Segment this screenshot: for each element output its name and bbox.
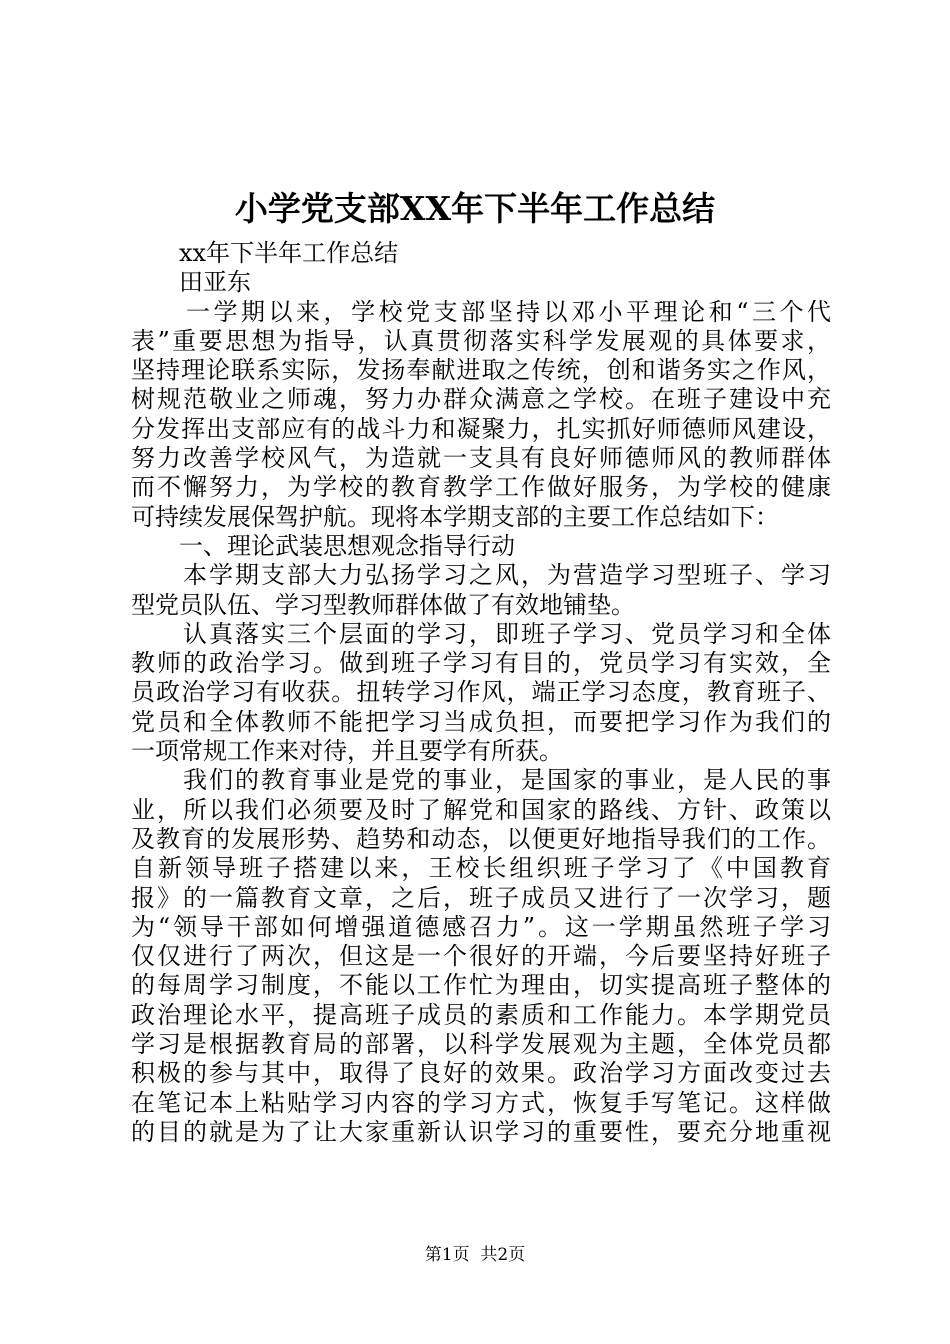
body-line: 可持续发展保驾护航。现将本学期支部的主要工作总结如下：: [131, 502, 779, 531]
body-line: 田亚东: [131, 268, 251, 297]
body-line: 党员和全体教师不能把学习当成负担，而要把学习作为我们的: [131, 707, 831, 736]
document-body: [131, 239, 831, 1147]
body-line: 报》的一篇教育文章，之后，班子成员又进行了一次学习，题: [131, 883, 831, 912]
page-number-footer: 第1页 共2页: [424, 1245, 526, 1265]
body-line: 树规范敬业之师魂，努力办群众满意之学校。在班子建设中充: [131, 385, 831, 414]
body-line: 在笔记本上粘贴学习内容的学习方式，恢复手写笔记。这样做: [131, 1088, 831, 1117]
body-line: 我们的教育事业是党的事业，是国家的事业，是人民的事: [131, 766, 831, 795]
body-line: 自新领导班子搭建以来，王校长组织班子学习了《中国教育: [131, 854, 831, 883]
body-line: 及教育的发展形势、趋势和动态，以便更好地指导我们的工作。: [131, 824, 831, 853]
body-line: 政治理论水平，提高班子成员的素质和工作能力。本学期党员: [131, 1000, 831, 1029]
body-line: 而不懈努力，为学校的教育教学工作做好服务，为学校的健康: [131, 473, 831, 502]
body-line: 员政治学习有收获。扭转学习作风，端正学习态度，教育班子、: [131, 678, 831, 707]
body-line: 一、理论武装思想观念指导行动: [131, 531, 515, 560]
body-line: 分发挥出支部应有的战斗力和凝聚力，扎实抓好师德师风建设，: [131, 414, 831, 443]
body-line: 的目的就是为了让大家重新认识学习的重要性，要充分地重视: [131, 1117, 831, 1146]
body-line: 一学期以来，学校党支部坚持以邓小平理论和“三个代: [131, 297, 831, 326]
body-line: 的每周学习制度，不能以工作忙为理由，切实提高班子整体的: [131, 971, 831, 1000]
body-line: 本学期支部大力弘扬学习之风，为营造学习型班子、学习: [131, 561, 831, 590]
body-line: xx年下半年工作总结: [131, 239, 399, 267]
body-line: 教师的政治学习。做到班子学习有目的，党员学习有实效，全: [131, 649, 831, 678]
body-line: 表”重要思想为指导，认真贯彻落实科学发展观的具体要求，: [131, 326, 831, 355]
body-line: 学习是根据教育局的部署，以科学发展观为主题，全体党员都: [131, 1030, 831, 1059]
body-line: 积极的参与其中，取得了良好的效果。政治学习方面改变过去: [131, 1059, 831, 1088]
body-line: 努力改善学校风气，为造就一支具有良好师德师风的教师群体: [131, 444, 831, 473]
body-line: 为“领导干部如何增强道德感召力”。这一学期虽然班子学习: [131, 912, 831, 941]
body-line: 业，所以我们必须要及时了解党和国家的路线、方针、政策以: [131, 795, 831, 824]
body-line: 坚持理论联系实际，发扬奉献进取之传统，创和谐务实之作风，: [131, 356, 831, 385]
body-line: 仅仅进行了两次，但这是一个很好的开端，今后要坚持好班子: [131, 942, 831, 971]
body-line: 型党员队伍、学习型教师群体做了有效地铺垫。: [131, 590, 635, 619]
body-line: 认真落实三个层面的学习，即班子学习、党员学习和全体: [131, 619, 831, 648]
body-line: 一项常规工作来对待，并且要学有所获。: [131, 737, 563, 766]
document-title: 小学党支部XX年下半年工作总结: [234, 189, 716, 228]
